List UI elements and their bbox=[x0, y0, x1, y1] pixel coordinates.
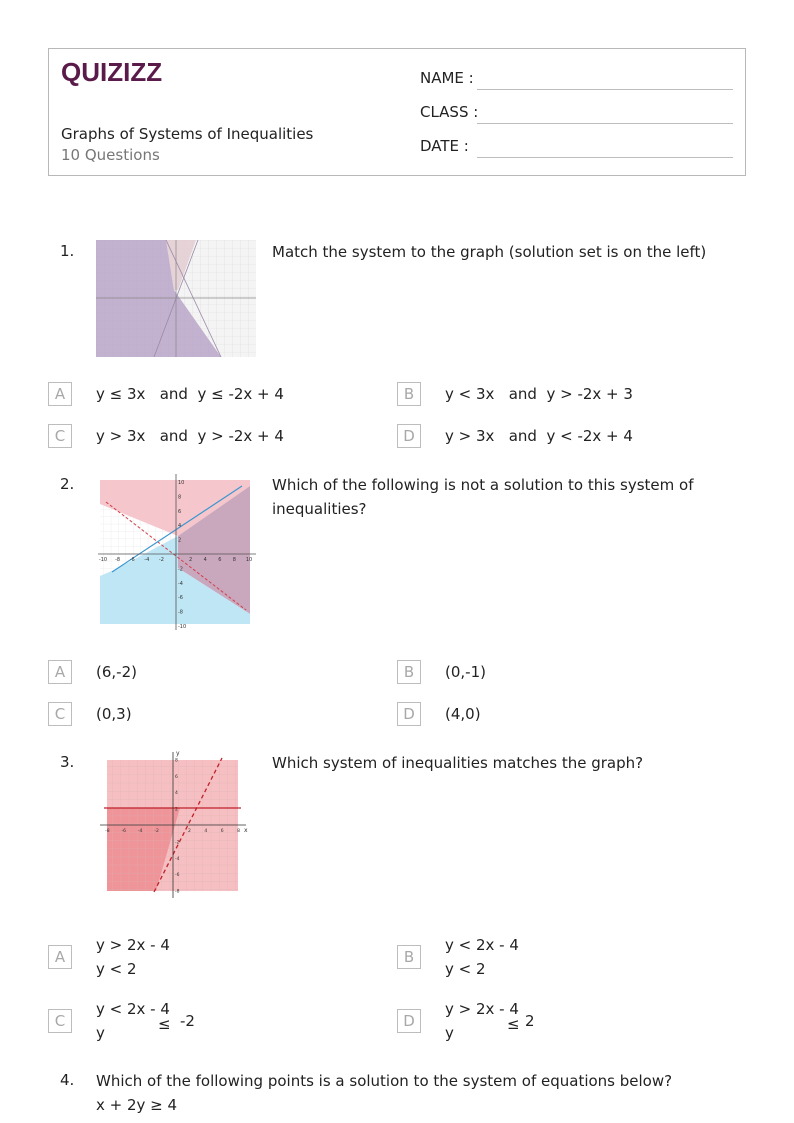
question-number: 4. bbox=[60, 1071, 75, 1089]
option-c-value: -2 bbox=[180, 1012, 195, 1030]
option-d-box[interactable]: D bbox=[397, 424, 421, 448]
option-a-box[interactable]: A bbox=[48, 382, 72, 406]
name-label: NAME : bbox=[420, 69, 474, 87]
tick-label: 6 bbox=[218, 557, 222, 563]
tick-label: -2 bbox=[154, 829, 159, 834]
tick-label: -4 bbox=[178, 580, 183, 587]
option-b-box[interactable]: B bbox=[397, 945, 421, 969]
tick-label: 6 bbox=[175, 774, 178, 780]
option-b-line2: y < 2 bbox=[445, 960, 486, 978]
tick-label: -6 bbox=[178, 595, 183, 602]
tick-label: -2 bbox=[178, 566, 183, 573]
question-number: 1. bbox=[60, 242, 75, 260]
tick-label: 8 bbox=[175, 758, 178, 764]
option-b-box[interactable]: B bbox=[397, 660, 421, 684]
option-a-text: (6,-2) bbox=[96, 663, 137, 681]
question-1-graph bbox=[96, 240, 256, 357]
option-c-box[interactable]: C bbox=[48, 1009, 72, 1033]
option-d-text: y > 3x and y < -2x + 4 bbox=[445, 427, 633, 445]
option-a-box[interactable]: A bbox=[48, 945, 72, 969]
tick-label: -4 bbox=[175, 856, 180, 862]
class-field[interactable] bbox=[477, 123, 733, 124]
option-c-box[interactable]: C bbox=[48, 424, 72, 448]
option-c-line2: y bbox=[96, 1024, 105, 1042]
tick-label: -4 bbox=[137, 829, 143, 834]
x-axis-label: x bbox=[244, 827, 248, 834]
question-text: Which of the following points is a solution to the system of equations below? bbox=[96, 1072, 673, 1090]
option-d-inequality: ≤ bbox=[507, 1015, 520, 1033]
tick-label: 2 bbox=[178, 537, 182, 544]
option-b-text: y < 3x and y > -2x + 3 bbox=[445, 385, 633, 403]
tick-label: 10 bbox=[245, 557, 253, 563]
tick-label: 2 bbox=[187, 829, 191, 834]
question-number: 2. bbox=[60, 475, 75, 493]
question-3-graph bbox=[96, 750, 252, 900]
question-text: Match the system to the graph (solution set is on the left) bbox=[272, 243, 707, 261]
tick-label: 10 bbox=[178, 480, 185, 486]
tick-label: 4 bbox=[203, 557, 207, 563]
option-a-line1: y > 2x - 4 bbox=[96, 936, 170, 954]
tick-label: -10 bbox=[98, 557, 108, 563]
date-field[interactable] bbox=[477, 157, 733, 158]
tick-label: -6 bbox=[129, 557, 135, 563]
option-d-text: (4,0) bbox=[445, 705, 481, 723]
option-b-text: (0,-1) bbox=[445, 663, 486, 681]
tick-label: 6 bbox=[220, 829, 224, 834]
tick-label: -6 bbox=[121, 829, 127, 834]
tick-label: -8 bbox=[175, 889, 180, 895]
option-c-line1: y < 2x - 4 bbox=[96, 1000, 170, 1018]
option-d-box[interactable]: D bbox=[397, 1009, 421, 1033]
worksheet-header bbox=[48, 48, 746, 176]
option-a-line2: y < 2 bbox=[96, 960, 137, 978]
date-label: DATE : bbox=[420, 137, 469, 155]
name-field[interactable] bbox=[477, 89, 733, 90]
option-d-line2: y bbox=[445, 1024, 454, 1042]
tick-label: 2 bbox=[175, 807, 178, 813]
quizizz-logo: QUIZIZZ bbox=[61, 57, 163, 87]
option-a-text: y ≤ 3x and y ≤ -2x + 4 bbox=[96, 385, 284, 403]
tick-label: -8 bbox=[178, 609, 183, 616]
tick-label: -6 bbox=[175, 873, 180, 879]
y-axis-label: y bbox=[176, 750, 180, 757]
option-a-box[interactable]: A bbox=[48, 660, 72, 684]
option-c-inequality: ≤ bbox=[158, 1015, 171, 1033]
tick-label: -2 bbox=[175, 840, 180, 846]
worksheet-title: Graphs of Systems of Inequalities bbox=[61, 125, 314, 143]
tick-label: 8 bbox=[232, 557, 236, 563]
option-c-text: (0,3) bbox=[96, 705, 132, 723]
question-text: Which of the following is not a solution to this system of inequalities? bbox=[272, 476, 694, 518]
tick-label: 4 bbox=[204, 829, 208, 834]
option-c-box[interactable]: C bbox=[48, 702, 72, 726]
question-number: 3. bbox=[60, 753, 75, 771]
tick-label: 8 bbox=[237, 829, 241, 834]
tick-label: -4 bbox=[144, 557, 150, 563]
tick-label: 8 bbox=[178, 494, 182, 501]
option-d-line1: y > 2x - 4 bbox=[445, 1000, 519, 1018]
tick-label: -8 bbox=[115, 557, 121, 563]
question-equation: x + 2y ≥ 4 bbox=[96, 1096, 178, 1114]
tick-label: -8 bbox=[105, 829, 110, 834]
question-text: Which system of inequalities matches the graph? bbox=[272, 754, 644, 772]
option-d-value: 2 bbox=[525, 1012, 535, 1030]
option-d-box[interactable]: D bbox=[397, 702, 421, 726]
option-b-box[interactable]: B bbox=[397, 382, 421, 406]
option-c-text: y > 3x and y > -2x + 4 bbox=[96, 427, 284, 445]
tick-label: -10 bbox=[178, 624, 187, 630]
option-b-line1: y < 2x - 4 bbox=[445, 936, 519, 954]
tick-label: -2 bbox=[158, 557, 164, 563]
tick-label: 4 bbox=[178, 523, 182, 530]
question-count: 10 Questions bbox=[61, 146, 160, 164]
tick-label: 4 bbox=[175, 791, 178, 797]
question-2-graph bbox=[96, 472, 258, 632]
tick-label: 2 bbox=[189, 557, 193, 563]
class-label: CLASS : bbox=[420, 103, 479, 121]
tick-label: 6 bbox=[178, 508, 182, 515]
